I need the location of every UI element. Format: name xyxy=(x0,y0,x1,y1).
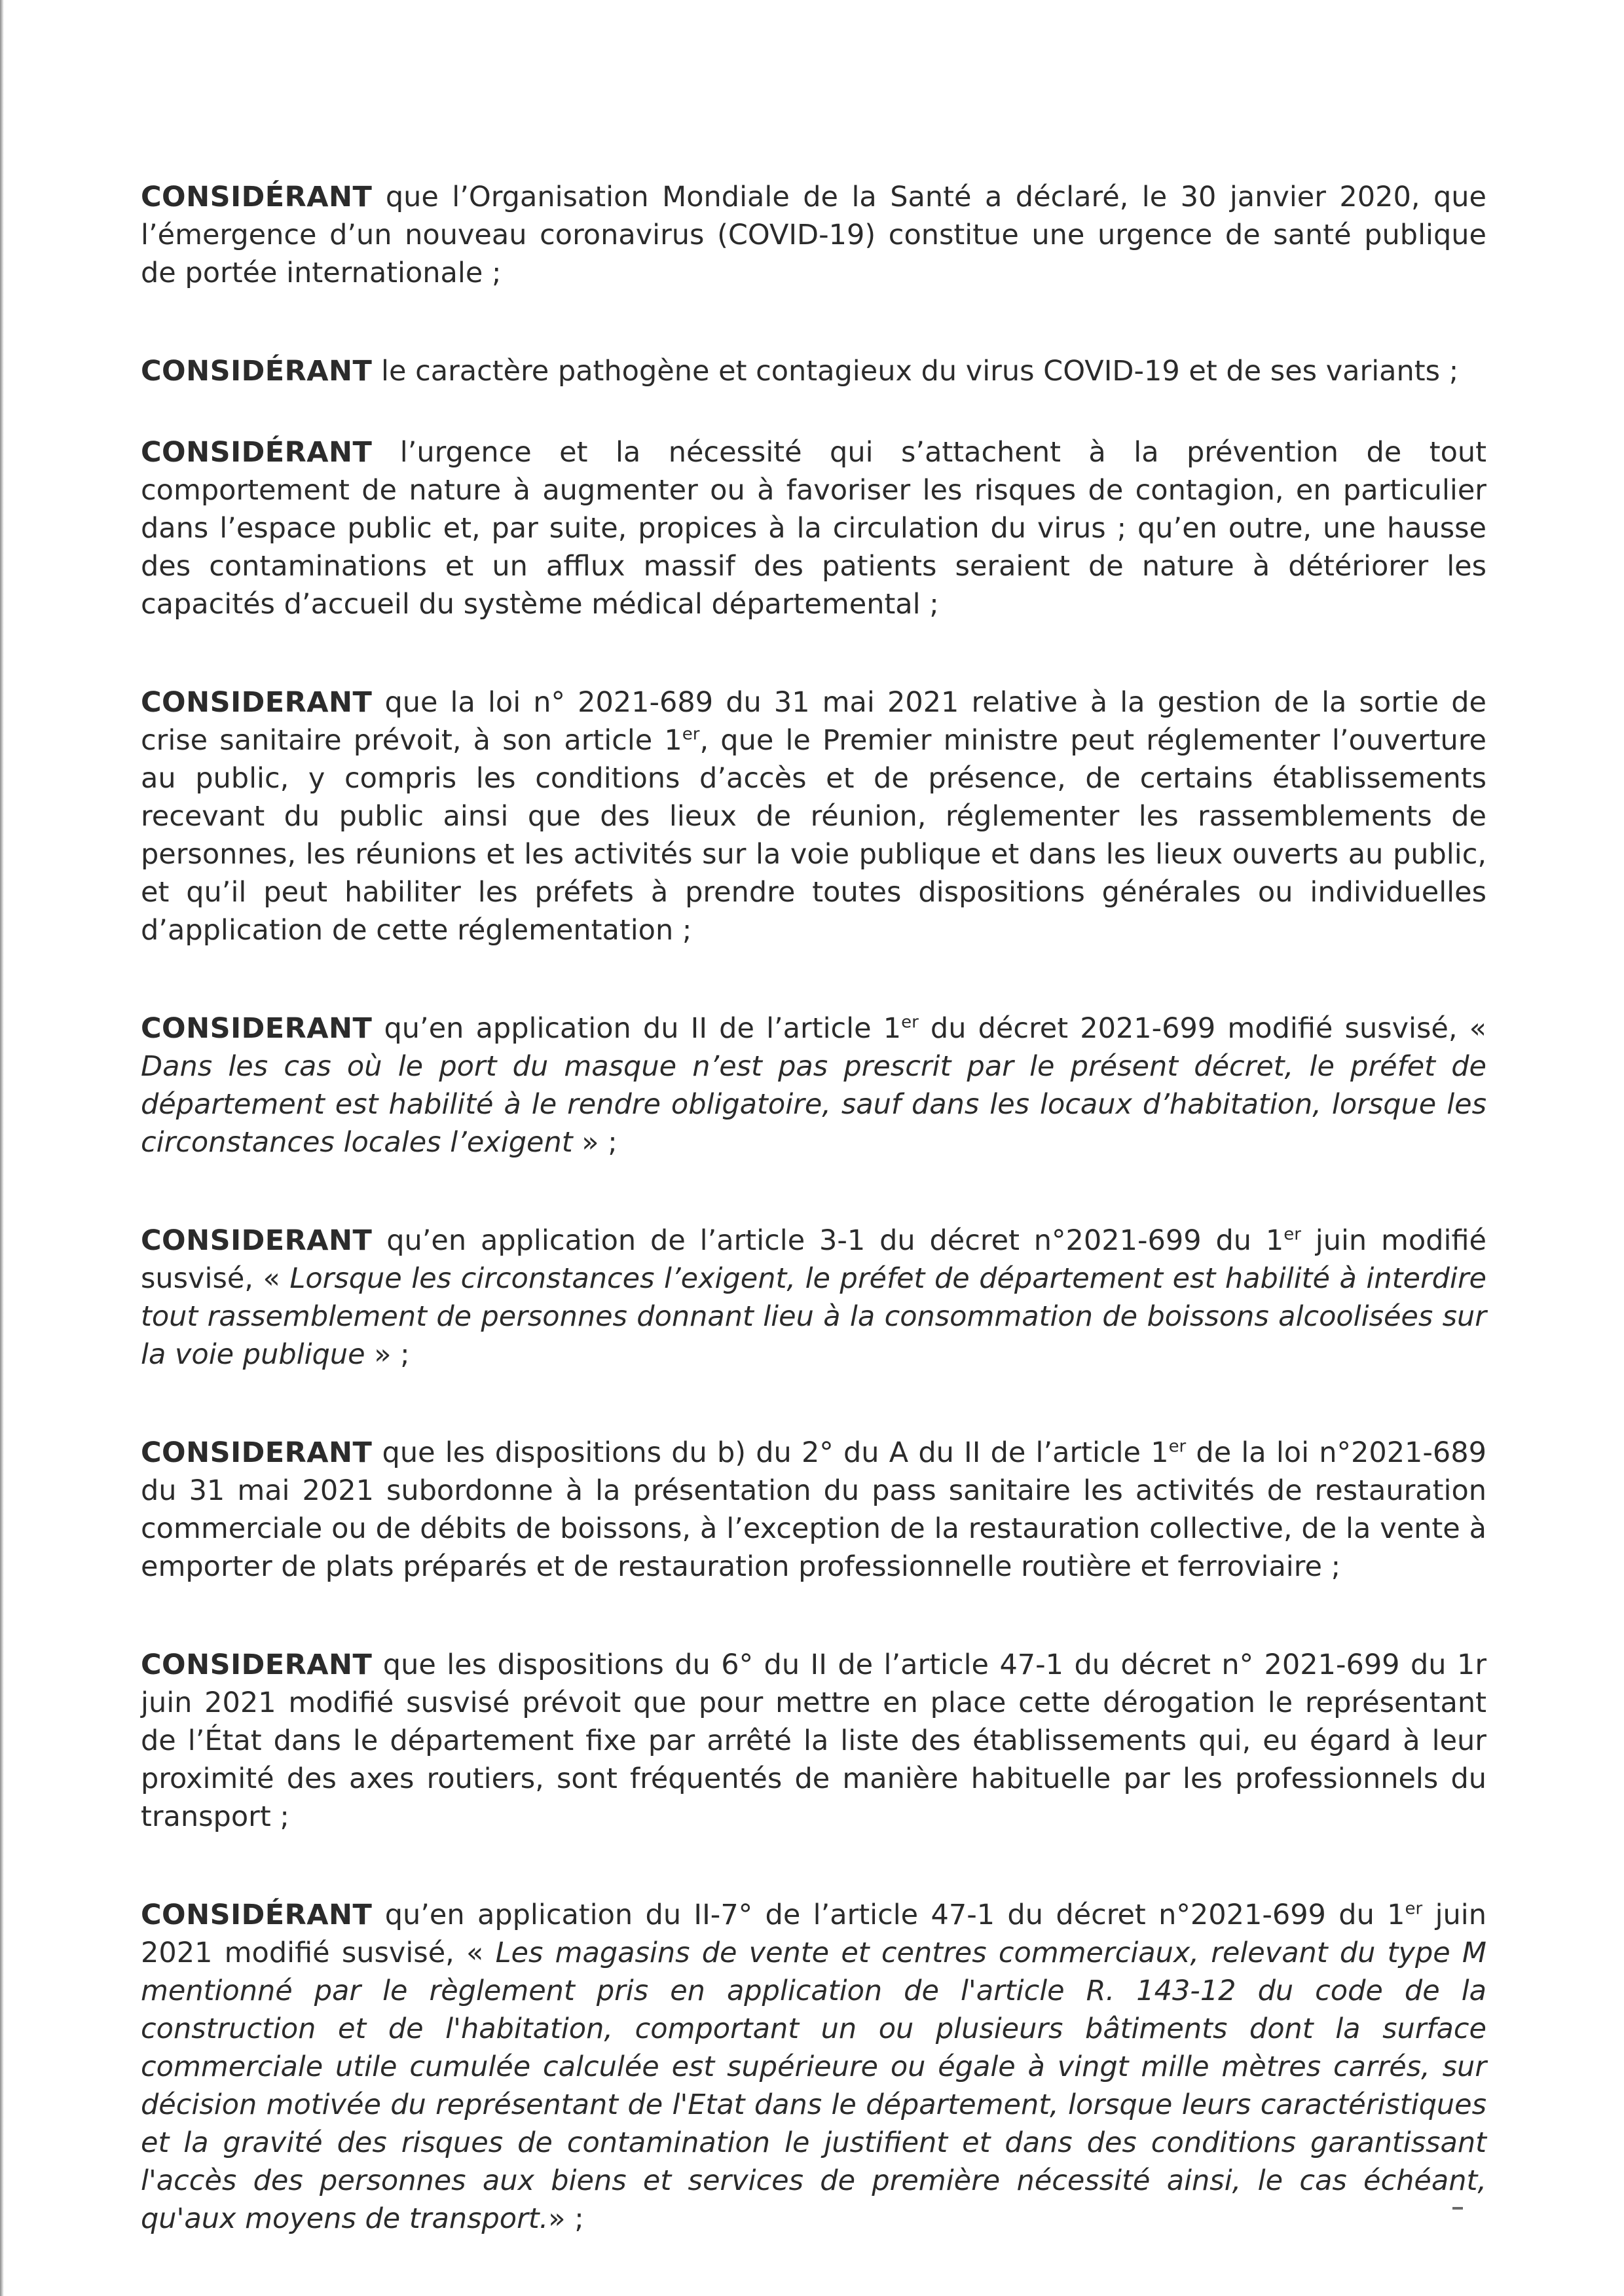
paragraph-text: » ; xyxy=(572,1126,618,1159)
paragraph-text: l’urgence et la nécessité qui s’attachent à la prévention de tout comportement de nature à augmenter ou à favoriser les risques de contagion, en particulier dans l’espace public et, par suite, propices à la circulation du virus ; qu’en outre, une hausse des contaminations et un afflux massif des patients seraient de nature à détériorer les capacités d’accueil du système médical départemental ; xyxy=(141,436,1486,621)
considerant-paragraph xyxy=(141,352,1486,390)
considerant-keyword: CONSIDÉRANT xyxy=(141,1899,373,1931)
paragraph-text: le caractère pathogène et contagieux du virus COVID-19 et de ses variants ; xyxy=(372,355,1459,388)
considerant-paragraph xyxy=(141,1222,1486,1374)
paragraph-text: qu’en application du II de l’article 1 xyxy=(372,1012,902,1045)
considerant-paragraph xyxy=(141,433,1486,623)
considerant-paragraph xyxy=(141,178,1486,292)
considerant-paragraph xyxy=(141,1646,1486,1836)
paragraph-text: que les dispositions du b) du 2° du A du II de l’article 1 xyxy=(372,1436,1169,1469)
paragraph-text: que l’Organisation Mondiale de la Santé a déclaré, le 30 janvier 2020, que l’émergence d’un nouveau coronavirus (COVID-19) constitue une urgence de santé publique de portée internationale ; xyxy=(141,181,1486,289)
quoted-text: Dans les cas où le port du masque n’est pas prescrit par le présent décret, le préfet de département est habilité à le rendre obligatoire, sauf dans les locaux d’habitation, lorsque les circonstances locales l’exigent xyxy=(141,1050,1486,1159)
paragraph-text: qu’en application de l’article 3-1 du décret n°2021-699 du 1 xyxy=(372,1224,1284,1257)
paragraph-text: » ; xyxy=(548,2202,584,2235)
paragraph-text: que les dispositions du 6° du II de l’article 47-1 du décret n° 2021-699 du 1r juin 2021 modifié susvisé prévoit que pour mettre en place cette dérogation le représentant de l’État dans le département fixe par arrêté la liste des établissements qui, eu égard à leur proximité des axes routiers, sont fréquentés de manière habituelle par les professionnels du transport ; xyxy=(141,1649,1486,1833)
considerant-keyword: CONSIDERANT xyxy=(141,1012,373,1045)
ordinal-superscript: er xyxy=(1168,1436,1187,1457)
considerant-paragraph xyxy=(141,1896,1486,2238)
ordinal-superscript: er xyxy=(1283,1224,1301,1245)
quoted-text: Les magasins de vente et centres commerciaux, relevant du type M mentionné par le règlement pris en application de l'article R. 143-12 du code de la construction et de l'habitation, comportant un ou plusieurs bâtiments dont la surface commerciale utile cumulée calculée est supérieure ou égale à vingt mille mètres carrés, sur décision motivée du représentant de l'Etat dans le département, lorsque leurs caractéristiques et la gravité des risques de contamination le justifient et dans des conditions garantissant l'accès des personnes aux biens et services de première nécessité ainsi, le cas échéant, qu'aux moyens de transport. xyxy=(141,1937,1487,2235)
paragraph-text: que la loi n° 2021-689 du 31 mai 2021 relative à la gestion de la sortie de crise sanitaire prévoit, à son article 1 xyxy=(141,686,1486,757)
quoted-text: Lorsque les circonstances l’exigent, le préfet de département est habilité à interdire tout rassemblement de personnes donnant lieu à la consommation de boissons alcoolisées sur la voie publique xyxy=(141,1262,1486,1371)
paragraph-text: de la loi n°2021-689 du 31 mai 2021 subordonne à la présentation du pass sanitaire les activités de restauration commerciale ou de débits de boissons, à l’exception de la restauration collective, de la vente à emporter de plats préparés et de restauration professionnelle routière et ferroviaire ; xyxy=(141,1436,1486,1583)
considerant-keyword: CONSIDERANT xyxy=(141,1436,373,1469)
paragraph-text: » ; xyxy=(365,1338,410,1371)
considerant-keyword: CONSIDERANT xyxy=(141,686,373,719)
ordinal-superscript: er xyxy=(682,724,700,744)
ordinal-superscript: er xyxy=(901,1012,919,1032)
paragraph-text: juin 2021 modifié susvisé, « xyxy=(141,1899,1486,1969)
considerant-keyword: CONSIDÉRANT xyxy=(141,181,373,213)
considerant-paragraph xyxy=(141,1010,1486,1161)
scan-mark xyxy=(1452,2207,1463,2210)
paragraph-text: juin modifié susvisé, « xyxy=(141,1224,1487,1295)
considerant-keyword: CONSIDÉRANT xyxy=(141,355,373,388)
considerant-keyword: CONSIDERANT xyxy=(141,1649,373,1681)
considerant-paragraph xyxy=(141,1434,1486,1586)
considerant-keyword: CONSIDÉRANT xyxy=(141,436,373,469)
ordinal-superscript: er xyxy=(1405,1899,1423,1919)
paragraph-text: , que le Premier ministre peut réglementer l’ouverture au public, y compris les conditions d’accès et de présence, de certains établissements recevant du public ainsi que des lieux de réunion, réglementer les rassemblements de personnes, les réunions et les activités sur la voie publique et dans les lieux ouverts au public, et qu’il peut habiliter les préfets à prendre toutes dispositions générales ou individuelles d’application de cette réglementation ; xyxy=(141,724,1486,947)
considerant-keyword: CONSIDERANT xyxy=(141,1224,373,1257)
paragraph-text: du décret 2021-699 modifié susvisé, « xyxy=(918,1012,1486,1045)
considerant-paragraph xyxy=(141,683,1486,949)
paragraph-text: qu’en application du II-7° de l’article 47-1 du décret n°2021-699 du 1 xyxy=(372,1899,1405,1931)
